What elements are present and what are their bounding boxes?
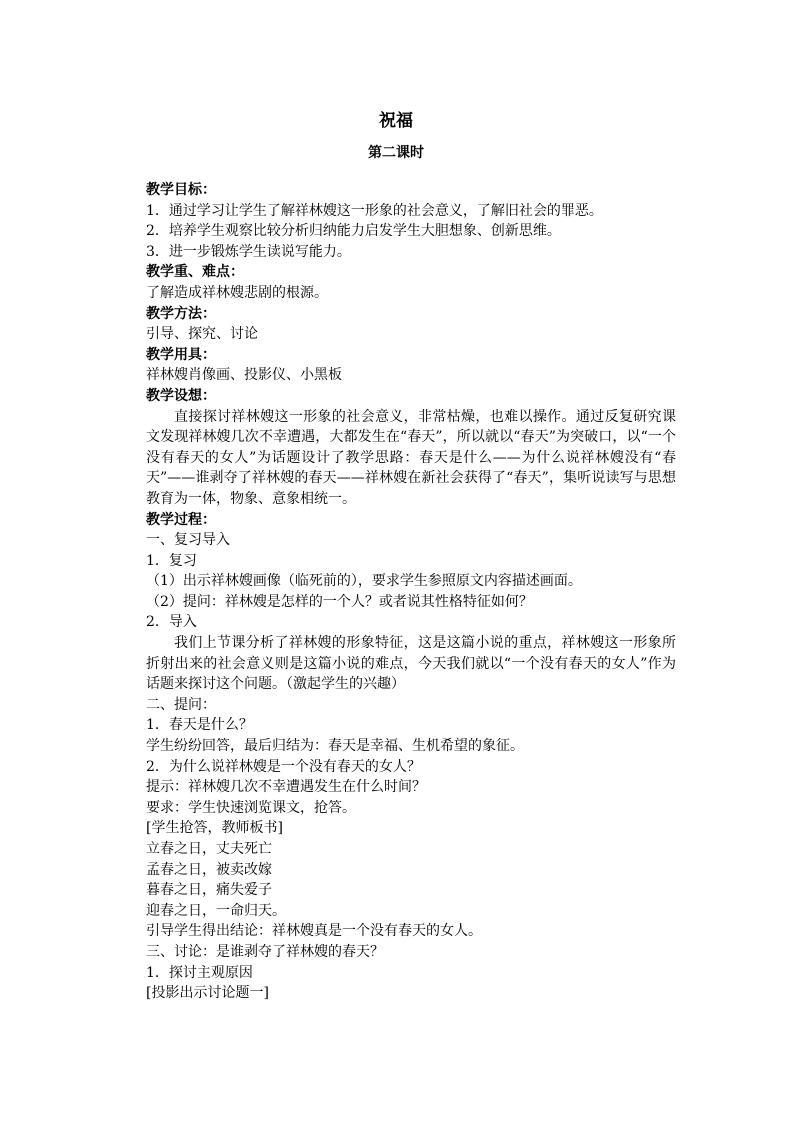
text-line: 2．导入 xyxy=(146,614,197,631)
text-line: 2．培养学生观察比较分析归纳能力启发学生大胆想象、创新思维。 xyxy=(146,223,561,240)
document-title: 祝福 xyxy=(379,111,413,131)
text-line: 立春之日，丈夫死亡 xyxy=(146,841,272,857)
text-line: 引导、探究、讨论 xyxy=(146,326,258,343)
section-heading: 教学重、难点： xyxy=(146,264,244,281)
text-line: （1）出示祥林嫂画像（临死前的），要求学生参照原文内容描述画面。 xyxy=(146,573,582,590)
text-line: 二、提问： xyxy=(146,696,216,713)
document-body xyxy=(146,180,676,1004)
text-line: 1．通过学习让学生了解祥林嫂这一形象的社会意义，了解旧社会的罪恶。 xyxy=(146,202,603,219)
section-heading: 教学设想： xyxy=(146,387,216,404)
text-line: （2）提问：祥林嫂是怎样的一个人？或者说其性格特征如何？ xyxy=(146,593,533,610)
text-line: 2．为什么说祥林嫂是一个没有春天的女人？ xyxy=(146,758,421,775)
text-line: [学生抢答，教师板书] xyxy=(146,820,283,837)
text-line: 提示：祥林嫂几次不幸遭遇发生在什么时间？ xyxy=(146,779,426,796)
text-line: 引导学生得出结论：祥林嫂真是一个没有春天的女人。 xyxy=(146,923,482,940)
text-line: 1．复习 xyxy=(146,552,197,569)
text-line: 1．春天是什么？ xyxy=(146,717,253,734)
text-line: 祥林嫂肖像画、投影仪、小黑板 xyxy=(146,367,342,384)
document-subtitle: 第二课时 xyxy=(368,145,424,161)
section-heading: 教学目标： xyxy=(146,182,216,198)
text-line: 迎春之日，一命归天。 xyxy=(146,902,286,919)
text-line: 暮春之日，痛失爱子 xyxy=(146,882,272,899)
text-line: 要求：学生快速浏览课文，抢答。 xyxy=(146,799,356,816)
text-line: 3．进一步锻炼学生读说写能力。 xyxy=(146,243,351,260)
text-line: [投影出示讨论题一] xyxy=(146,985,269,1002)
text-line: 了解造成祥林嫂悲剧的根源。 xyxy=(146,284,328,301)
section-heading: 教学用具： xyxy=(146,346,216,363)
text-line: 学生纷纷回答，最后归结为：春天是幸福、生机希望的象征。 xyxy=(146,738,524,755)
text-line: 1．探讨主观原因 xyxy=(146,964,253,981)
section-heading: 教学过程： xyxy=(146,511,216,528)
text-line: 三、讨论：是谁剥夺了祥林嫂的春天？ xyxy=(146,943,384,960)
section-heading: 教学方法： xyxy=(146,305,216,322)
paragraph: 我们上节课分析了祥林嫂的形象特征，这是这篇小说的重点，祥林嫂这一形象所折射出来的社会意义则是这篇小说的难点，今天我们就以“一个没有春天的女人”作为话题来探讨这个问题。（激起学生的兴趣） xyxy=(146,635,676,693)
paragraph: 直接探讨祥林嫂这一形象的社会意义，非常枯燥，也难以操作。通过反复研究课文发现祥林嫂几次不幸遭遇，大都发生在“春天”，所以就以“春天”为突破口，以“一个没有春天的女人”为话题设计了教学思路：春天是什么——为什么说祥林嫂没有“春天”——谁剥夺了祥林嫂的春天——祥林嫂在新社会获得了“春天”，集听说读写与思想教育为一体，物象、意象相统一。 xyxy=(146,408,676,507)
text-line: 一、复习导入 xyxy=(146,532,230,549)
text-line: 孟春之日，被卖改嫁 xyxy=(146,861,272,878)
